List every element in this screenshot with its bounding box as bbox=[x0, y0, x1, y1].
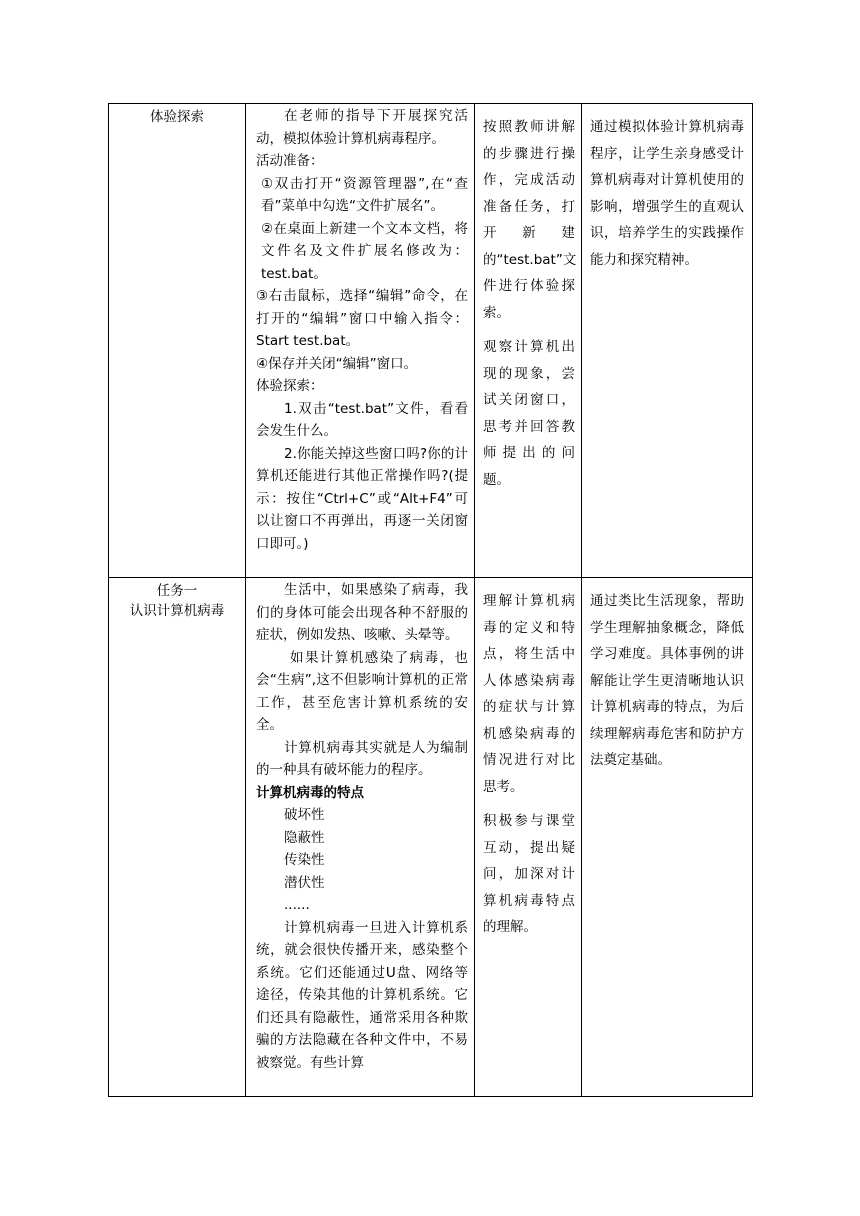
table-row bbox=[109, 578, 753, 1097]
student-paragraph: 理解计算机病毒的定义和特点，将生活中人体感染病毒的症状与计算机感染病毒的情况进行对比思考。 bbox=[483, 593, 575, 795]
teacher-activity-cell bbox=[246, 578, 475, 1097]
design-intent-cell bbox=[582, 104, 753, 578]
content-step: ①双击打开“资源管理器”,在“查看”菜单中勾选“文件扩展名”。 bbox=[261, 175, 468, 214]
content-paragraph: 生活中，如果感染了病毒，我们的身体可能会出现各种不舒服的症状，例如发热、咳嗽、头晕等。 bbox=[256, 582, 468, 643]
table-row bbox=[109, 104, 753, 578]
content-step: ④保存并关闭“编辑”窗口。 bbox=[256, 355, 418, 372]
intent-paragraph: 通过模拟体验计算机病毒程序，让学生亲身感受计算机病毒对计算机使用的影响，增强学生的直观认识，培养学生的实践操作能力和探究精神。 bbox=[590, 119, 744, 268]
teacher-activity-cell bbox=[246, 104, 475, 578]
student-activity-cell bbox=[475, 578, 582, 1097]
feature-item: 破坏性 bbox=[284, 807, 325, 823]
content-step: ②在桌面上新建一个文本文档，将文件名及文件扩展名修改为：test.bat。 bbox=[261, 220, 468, 282]
content-paragraph: 在老师的指导下开展探究活动，模拟体验计算机病毒程序。 bbox=[256, 108, 468, 147]
feature-item: 传染性 bbox=[284, 852, 325, 868]
content-question: 1.双击“test.bat”文件，看看会发生什么。 bbox=[256, 400, 468, 439]
student-activity-cell bbox=[475, 104, 582, 578]
content-paragraph: 计算机病毒其实就是人为编制的一种具有破坏能力的程序。 bbox=[256, 739, 468, 778]
stage-title: 任务一 bbox=[156, 583, 198, 599]
feature-item: 隐蔽性 bbox=[284, 829, 325, 846]
content-step: ③右击鼠标，选择“编辑”命令，在打开的“编辑”窗口中输入指令：Start test.bat。 bbox=[256, 288, 468, 349]
content-paragraph: 活动准备： bbox=[256, 153, 324, 169]
intent-paragraph: 通过类比生活现象，帮助学生理解抽象概念，降低学习难度。具体事例的讲解能让学生更清晰地认识计算机病毒的特点，为后续理解病毒危害和防护方法奠定基础。 bbox=[590, 593, 744, 768]
design-intent-cell bbox=[582, 578, 753, 1097]
student-paragraph: 观察计算机出现的现象，尝试关闭窗口，思考并回答教师提出的问题。 bbox=[483, 339, 575, 488]
stage-cell bbox=[109, 578, 246, 1097]
lesson-plan-table bbox=[108, 103, 753, 1097]
student-paragraph: 积极参与课堂互动，提出疑问，加深对计算机病毒特点的理解。 bbox=[483, 813, 575, 935]
content-paragraph: 体验探索： bbox=[256, 378, 324, 394]
stage-subtitle: 认识计算机病毒 bbox=[129, 603, 225, 619]
student-paragraph: 按照教师讲解的步骤进行操作，完成活动准备任务，打开新建的“test.bat”文件进行体验探索。 bbox=[483, 119, 577, 321]
content-paragraph: 计算机病毒一旦进入计算机系统，就会很快传播开来，感染整个系统。它们还能通过U盘、网络等途径，传染其他的计算机系统。它们还具有隐蔽性，通常采用各种欺骗的方法隐藏在各种文件中，不易被察觉。有些计算 bbox=[256, 919, 468, 1071]
stage-title: 体验探索 bbox=[150, 109, 204, 125]
stage-cell bbox=[109, 104, 246, 578]
content-heading: 计算机病毒的特点 bbox=[256, 784, 364, 801]
content-question: 2.你能关掉这些窗口吗?你的计算机还能进行其他正常操作吗?(提示：按住“Ctrl+C”或“Alt+F4”可以让窗口不再弹出，再逐一关闭窗口即可。) bbox=[256, 445, 468, 552]
feature-item: 潜伏性 bbox=[284, 874, 325, 891]
feature-item: ...... bbox=[284, 897, 310, 913]
content-paragraph: 如果计算机感染了病毒，也会“生病”,这不但影响计算机的正常工作，甚至危害计算机系统的安全。 bbox=[256, 649, 468, 733]
